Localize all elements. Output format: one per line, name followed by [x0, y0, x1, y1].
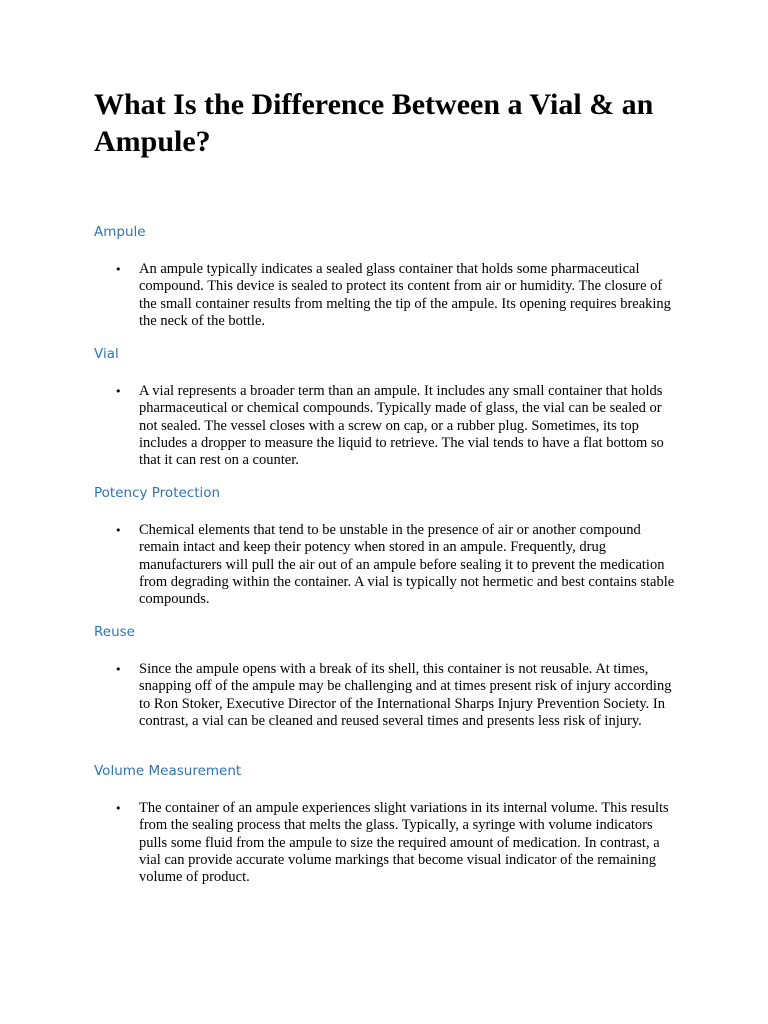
section-heading: Ampule	[94, 224, 146, 240]
bullet-text: Since the ampule opens with a break of its shell, this container is not reusable. At times, snapping off of the ampule may be challenging and at times present risk of injury according to Ron Stoker, Executive Director of the International Sharps Injury Prevention Society. In contrast, a vial can be cleaned and reused several times and presents less risk of injury.	[139, 661, 672, 729]
bullet-icon: •	[115, 802, 122, 815]
section-heading: Reuse	[94, 624, 135, 640]
document-title: What Is the Difference Between a Vial & an Ampule?	[94, 88, 654, 158]
bullet-icon: •	[115, 663, 122, 676]
bullet-icon: •	[115, 524, 122, 537]
section-heading: Potency Protection	[94, 485, 221, 501]
section-heading: Vial	[94, 346, 119, 362]
bullet-text: The container of an ampule experiences slight variations in its internal volume. This results from the sealing process that melts the glass. Typically, a syringe with volume indicators pulls some fluid from the ampule to size the required amount of medication. In contrast, a vial can provide accurate volume markings that become visual indicator of the remaining volume of product.	[139, 800, 669, 886]
bullet-icon: •	[115, 385, 122, 398]
bullet-text: An ampule typically indicates a sealed glass container that holds some pharmaceutical compound. This device is sealed to protect its content from air or humidity. The closure of the small container results from melting the tip of the ampule. Its opening requires breaking the neck of the bottle.	[139, 261, 671, 329]
section-heading: Volume Measurement	[94, 763, 242, 779]
bullet-text: A vial represents a broader term than an ampule. It includes any small container that holds pharmaceutical or chemical compounds. Typically made of glass, the vial can be sealed or not sealed. The vessel closes with a screw on cap, or a rubber plug. Sometimes, its top includes a dropper to measure the liquid to retrieve. The vial tends to have a flat bottom so that it can rest on a counter.	[139, 383, 664, 469]
bullet-text: Chemical elements that tend to be unstable in the presence of air or another compound remain intact and keep their potency when stored in an ampule. Frequently, drug manufacturers will pull the air out of an ampule before sealing it to prevent the medication from degrading within the container. A vial is typically not hermetic and best contains stable compounds.	[139, 522, 675, 608]
bullet-icon: •	[115, 263, 122, 276]
